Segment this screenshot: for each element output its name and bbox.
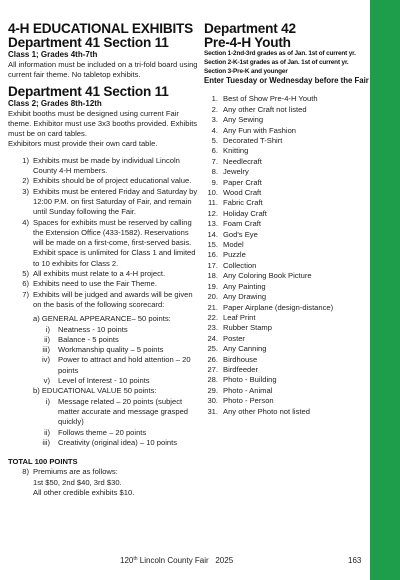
list-item: 5. Decorated T-Shirt <box>211 136 283 146</box>
list-item: 11. Fabric Craft <box>208 198 263 208</box>
list-item: 13. Foam Craft <box>207 219 261 229</box>
list-item: 19. Any Painting <box>207 281 266 291</box>
section-title: 4-H EDUCATIONAL EXHIBITS <box>8 21 194 36</box>
list-item: 29. Photo - Animal <box>207 385 273 395</box>
list-item: 22. Leaf Print <box>207 312 256 322</box>
list-item: 15. Model <box>207 240 244 250</box>
left-column <box>8 22 198 498</box>
list-item: 23. Rubber Stamp <box>207 323 272 333</box>
general-appearance-heading: a) GENERAL APPEARANCE– 50 points: <box>33 314 171 324</box>
dept41-class1-heading: Department 41 Section 11 <box>8 35 169 50</box>
section1-grades: Section 1-2nd-3rd grades as of Jan. 1st of current yr. <box>204 50 356 57</box>
pre4h-heading: Pre-4-H Youth <box>204 35 291 50</box>
list-item: 28. Photo - Building <box>207 375 277 385</box>
scorecard-item: ii) Balance - 5 points <box>44 334 119 344</box>
list-item: 27. Birdfeeder <box>207 364 259 374</box>
page-number: 163 <box>348 556 362 565</box>
dept41-class2-heading: Department 41 Section 11 <box>8 83 169 99</box>
rule-item: 5) All exhibits must relate to a 4-H project. <box>22 269 166 279</box>
list-item: 6. Knitting <box>211 146 249 156</box>
list-item: 24. Poster <box>207 333 245 343</box>
rule-item: 3) Exhibits must be entered Friday and Saturday by 12:00 P.M. on first Saturday of Fair, and remain until Sunday following the Fair. <box>22 186 198 217</box>
rule-item: 2) Exhibits should be of project educational value. <box>22 176 192 186</box>
right-column <box>204 22 370 417</box>
scorecard <box>8 314 198 448</box>
list-item: 30. Photo - Person <box>207 396 274 406</box>
list-item: 2. Any other Craft not listed <box>211 104 307 114</box>
list-item: 26. Birdhouse <box>207 354 258 364</box>
class-list <box>204 94 370 417</box>
entry-days: Enter Tuesday or Wednesday before the Fair <box>204 76 369 86</box>
class1-grades: Class 1; Grades 4th-7th <box>8 50 98 59</box>
list-item: 31. Any other Photo not listed <box>207 406 310 416</box>
rule-item: 4) Spaces for exhibits must be reserved by calling the Extension Office (433-1582). Reservations will be made on a first-come, first-served basis. Exhibit space is unlimited for Class 1 and limited to 10 exhibits for Class 2. <box>22 217 196 268</box>
premiums-item: 8) Premiums are as follows: 1st $50, 2nd $40, 3rd $30. All other credible exhibits $10. <box>22 467 135 497</box>
list-item: 8. Jewelry <box>211 167 249 177</box>
rule-item: 6) Exhibits need to use the Fair Theme. <box>22 279 157 289</box>
list-item: 12. Holiday Craft <box>207 208 267 218</box>
rule-item: 7) Exhibits will be judged and awards will be given on the basis of the following scorecard: <box>22 289 193 309</box>
scorecard-item: iii) Workmanship quality – 5 points <box>42 345 164 355</box>
list-item: 25. Any Canning <box>207 344 267 354</box>
list-item: 21. Paper Airplane (design-distance) <box>207 302 334 312</box>
scorecard-item: i) Neatness - 10 points <box>45 324 128 334</box>
rule-item: 1) Exhibits must be made by individual Lincoln County 4-H members. <box>22 155 180 176</box>
list-item: 1. Best of Show Pre-4-H Youth <box>211 94 318 104</box>
class1-description: All information must be included on a tri-fold board using current fair theme. No tabletop exhibits. <box>8 60 198 80</box>
class2-description: Exhibit booths must be designed using current Fair theme. Exhibitor must use 3x3 booths provided. Exhibits must be on card tables. <box>8 108 198 139</box>
scorecard-item: v) Level of Interest - 10 points <box>43 376 150 386</box>
list-item: 14. God's Eye <box>207 229 258 239</box>
list-item: 17. Collection <box>207 260 257 270</box>
scorecard-item: iii) Creativity (original idea) – 10 points <box>42 437 178 447</box>
list-item: 16. Puzzle <box>207 250 246 260</box>
scorecard-item: ii) Follows theme – 20 points <box>44 427 147 437</box>
list-item: 4. Any Fun with Fashion <box>211 125 297 135</box>
list-item: 10. Wood Craft <box>207 188 262 198</box>
list-item: 18. Any Coloring Book Picture <box>207 271 312 281</box>
list-item: 7. Needlecraft <box>211 156 262 166</box>
total-points: TOTAL 100 POINTS <box>8 457 78 467</box>
scorecard-item: iv) Power to attract and hold attention – 20 points <box>41 355 191 375</box>
section2-grades: Section 2-K-1st grades as of Jan. 1st of current yr. <box>204 58 349 66</box>
class2-card-table-note: Exhibitors must provide their own card table. <box>8 139 158 149</box>
list-item: 20. Any Drawing <box>207 292 267 302</box>
section3-grades: Section 3-Pre-K and younger <box>204 67 288 75</box>
side-color-bar <box>370 0 400 580</box>
list-item: 9. Paper Craft <box>211 177 262 187</box>
scorecard-item: i) Message related – 20 points (subject matter accurate and message grasped quickly) <box>45 396 189 427</box>
list-item: 3. Any Sewing <box>211 115 264 125</box>
exhibit-rules-list <box>8 156 198 310</box>
class2-grades: Class 2; Grades 8th-12th <box>8 98 102 108</box>
educational-value-heading: b) EDUCATIONAL VALUE 50 points: <box>33 386 157 396</box>
dept42-heading: Department 42 <box>204 21 296 36</box>
page-footer: 120th Lincoln County Fair 2025 <box>120 556 234 565</box>
